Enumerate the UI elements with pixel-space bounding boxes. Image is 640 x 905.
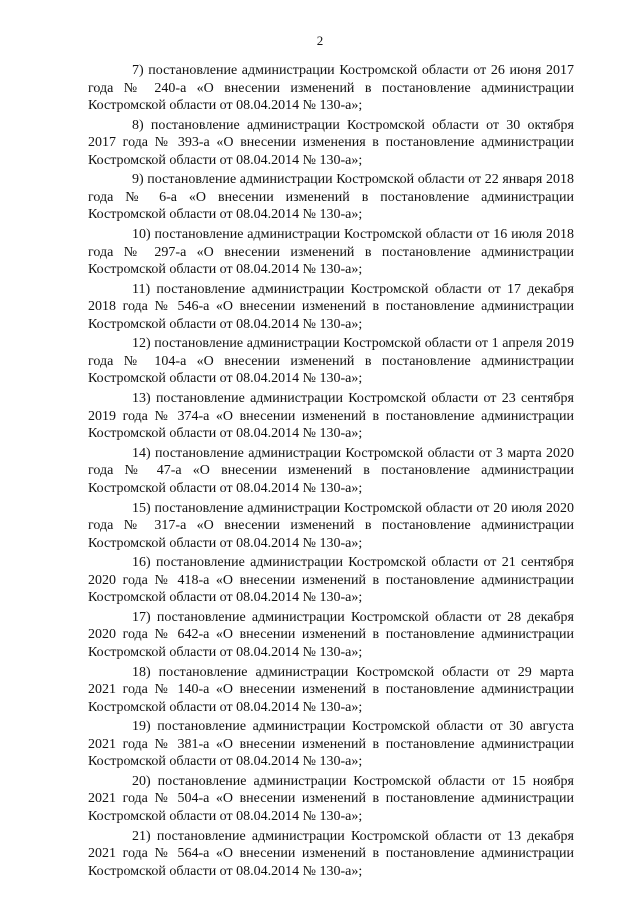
list-item: 14) постановление администрации Костромской области от 3 марта 2020 года № 47-а «О внесении изменений в постановление администрации Костромской области от 08.04.2014 № 130-а»; (88, 445, 574, 496)
list-item: 19) постановление администрации Костромской области от 30 августа 2021 года № 381-а «О внесении изменений в постановление администрации Костромской области от 08.04.2014 № 130-а»; (88, 719, 574, 770)
list-item: 21) постановление администрации Костромской области от 13 декабря 2021 года № 564-а «О внесении изменений в постановление администрации Костромской области от 08.04.2014 № 130-а»; (88, 828, 574, 879)
document-body (88, 62, 574, 882)
list-item: 11) постановление администрации Костромской области от 17 декабря 2018 года № 546-а «О внесении изменений в постановление администрации Костромской области от 08.04.2014 № 130-а»; (88, 281, 574, 332)
page-number: 2 (316, 33, 324, 48)
list-item: 20) постановление администрации Костромской области от 15 ноября 2021 года № 504-а «О внесении изменений в постановление администрации Костромской области от 08.04.2014 № 130-а»; (88, 773, 574, 824)
list-item: 9) постановление администрации Костромской области от 22 января 2018 года № 6-а «О внесении изменений в постановление администрации Костромской области от 08.04.2014 № 130-а»; (88, 172, 574, 223)
list-item: 8) постановление администрации Костромской области от 30 октября 2017 года № 393-а «О внесении изменения в постановление администрации Костромской области от 08.04.2014 № 130-а»; (88, 117, 574, 168)
list-item: 13) постановление администрации Костромской области от 23 сентября 2019 года № 374-а «О внесении изменений в постановление администрации Костромской области от 08.04.2014 № 130-а»; (88, 391, 574, 442)
list-item: 7) постановление администрации Костромской области от 26 июня 2017 года № 240-а «О внесении изменений в постановление администрации Костромской области от 08.04.2014 № 130-а»; (88, 63, 574, 113)
list-item: 16) постановление администрации Костромской области от 21 сентября 2020 года № 418-а «О внесении изменений в постановление администрации Костромской области от 08.04.2014 № 130-а»; (88, 555, 574, 606)
list-item: 10) постановление администрации Костромской области от 16 июля 2018 года № 297-а «О внесении изменений в постановление администрации Костромской области от 08.04.2014 № 130-а»; (88, 227, 574, 278)
list-item: 17) постановление администрации Костромской области от 28 декабря 2020 года № 642-а «О внесении изменений в постановление администрации Костромской области от 08.04.2014 № 130-а»; (88, 609, 574, 660)
list-item: 15) постановление администрации Костромской области от 20 июля 2020 года № 317-а «О внесении изменений в постановление администрации Костромской области от 08.04.2014 № 130-а»; (88, 500, 574, 551)
list-item: 12) постановление администрации Костромской области от 1 апреля 2019 года № 104-а «О внесении изменений в постановление администрации Костромской области от 08.04.2014 № 130-а»; (88, 336, 574, 387)
list-item: 18) постановление администрации Костромской области от 29 марта 2021 года № 140-а «О внесении изменений в постановление администрации Костромской области от 08.04.2014 № 130-а»; (88, 664, 574, 715)
